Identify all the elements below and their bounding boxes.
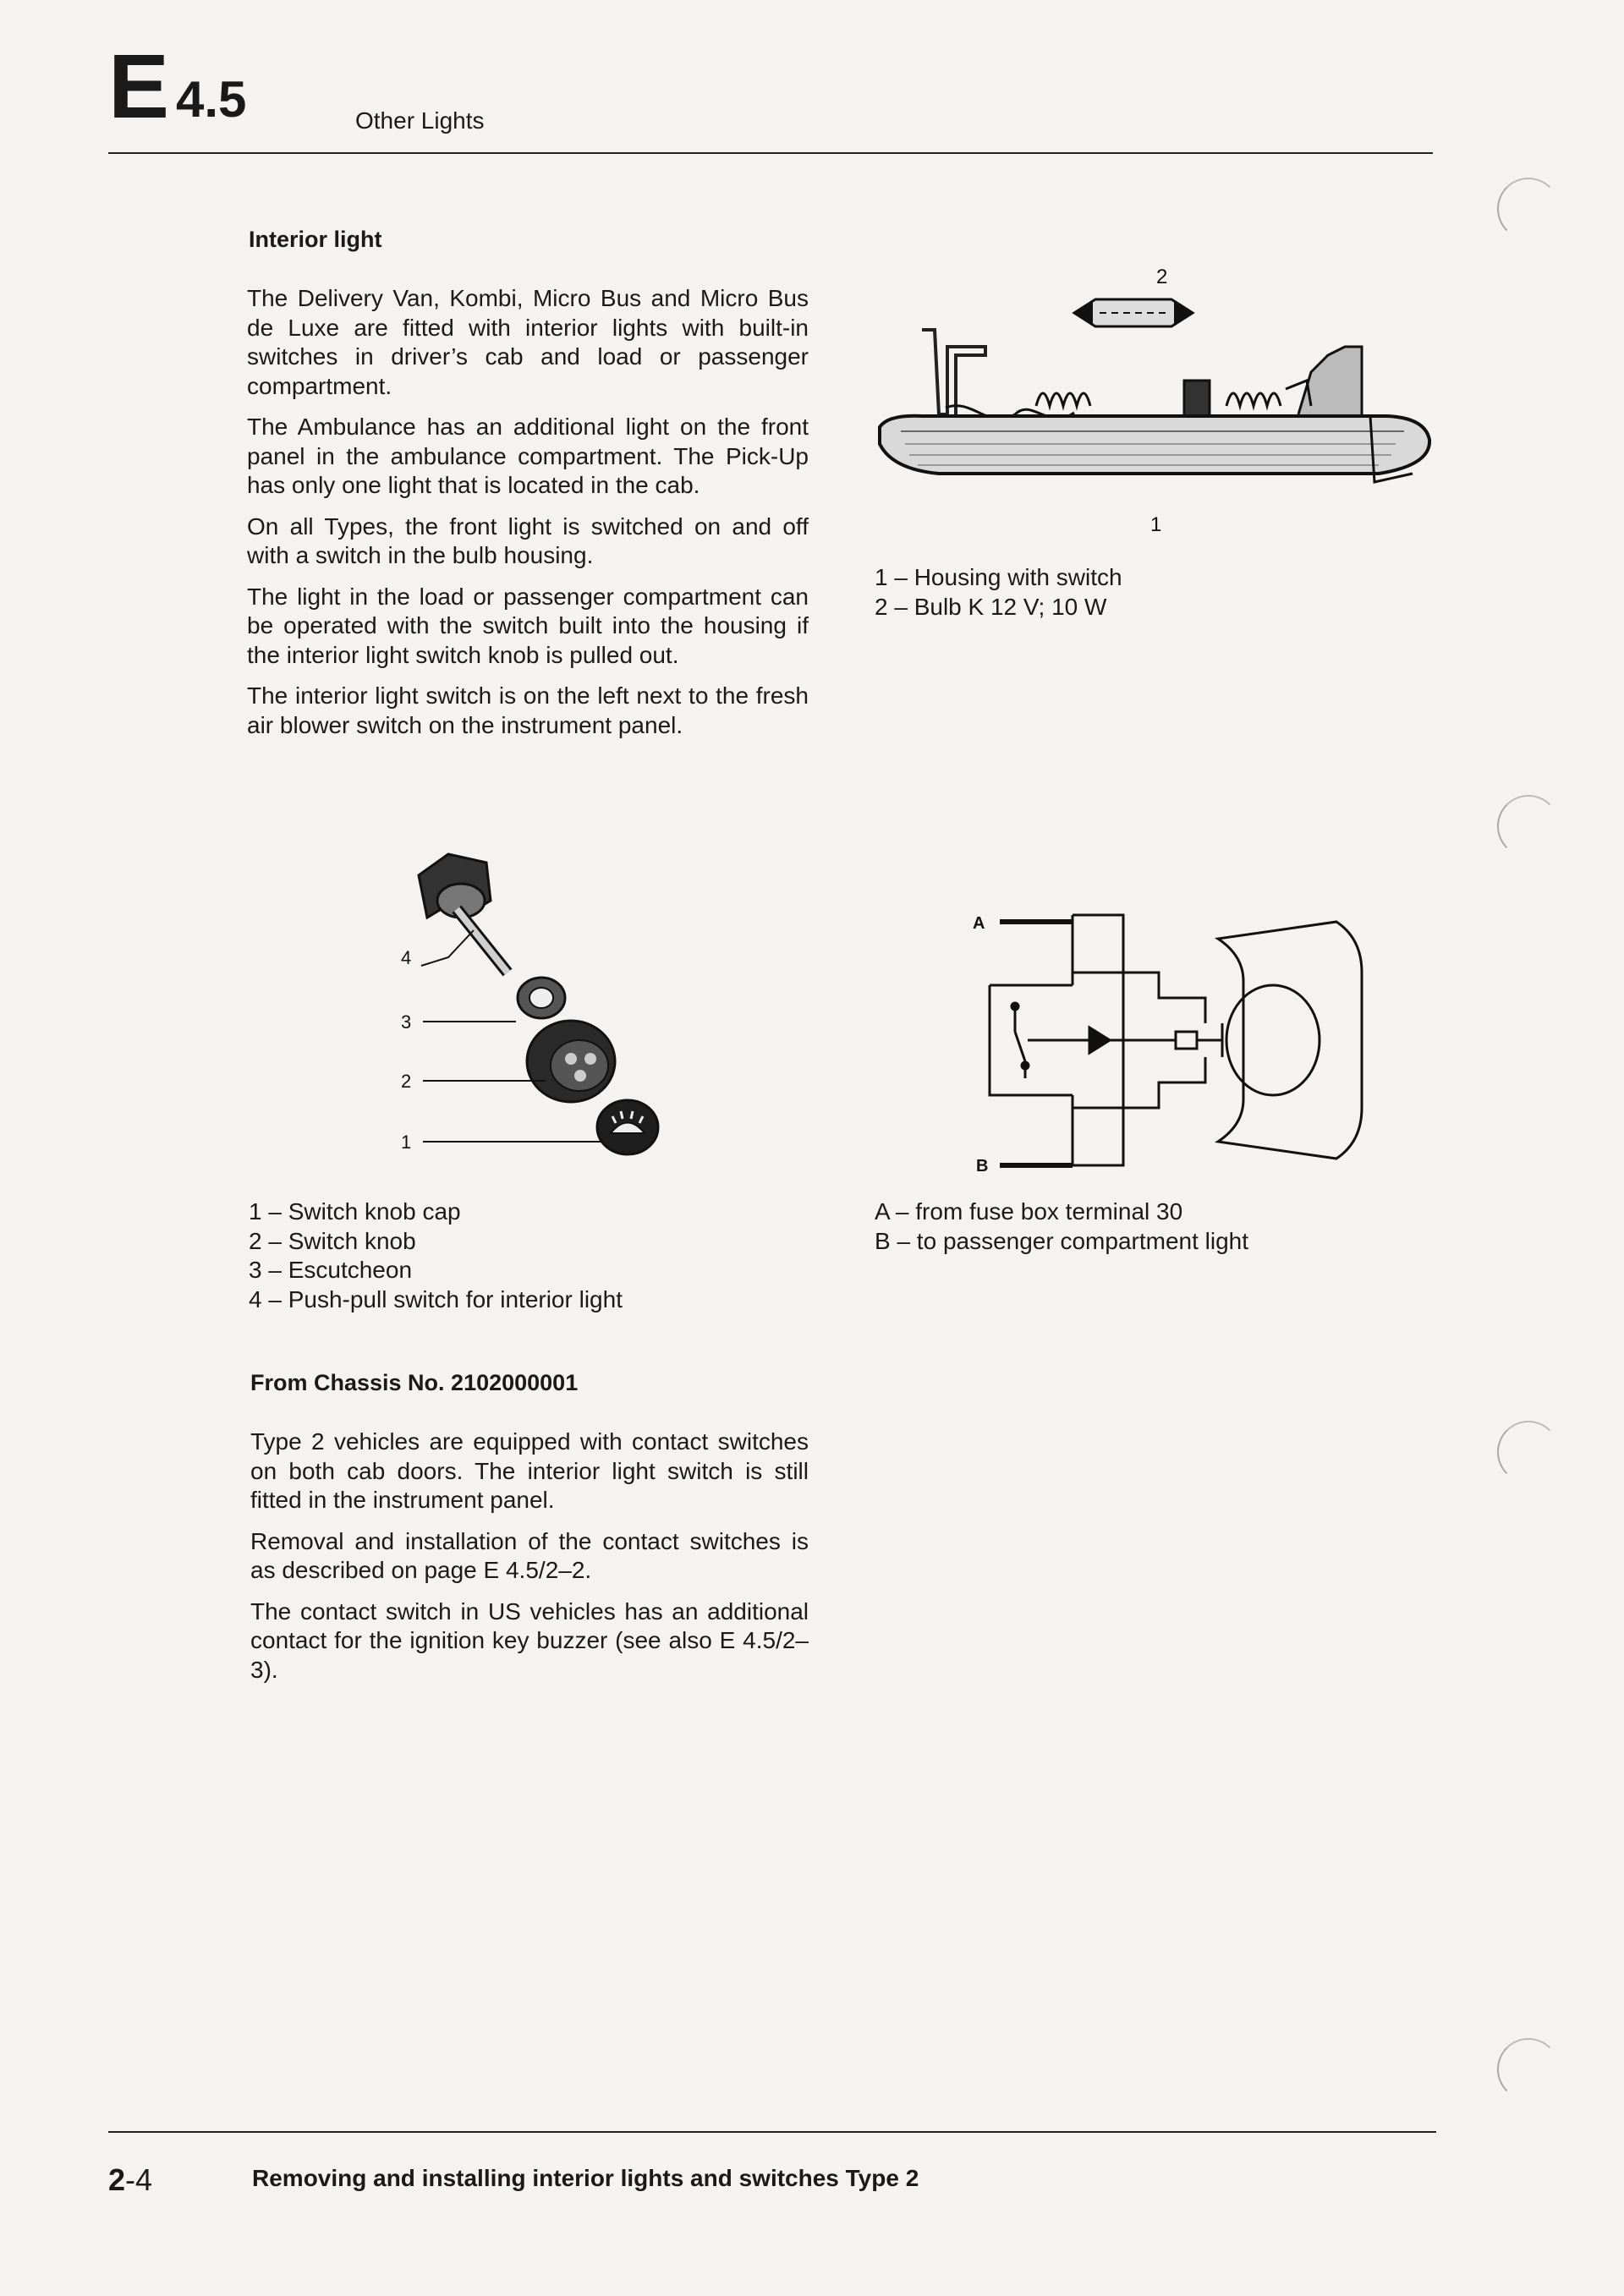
chassis-heading: From Chassis No. 2102000001: [250, 1370, 579, 1395]
bulb-icon: [1074, 299, 1193, 326]
page-minor: 4: [135, 2162, 153, 2197]
paragraph: The interior light switch is on the left next to the fresh air blower switch on the instrument panel.: [247, 682, 809, 738]
caption: 1 – Housing with switch: [875, 564, 1122, 590]
page-separator: -: [125, 2162, 136, 2197]
page-number: [108, 2162, 152, 2198]
paragraph: The Delivery Van, Kombi, Micro Bus and Micro Bus de Luxe are fitted with interior lights with built-in switches in driver’s cab and load or passenger compartment.: [247, 285, 809, 399]
paragraph: On all Types, the front light is switched on and off with a switch in the bulb housing.: [247, 512, 809, 568]
housing-icon: [880, 330, 1429, 482]
switch-knob-icon: [527, 1021, 615, 1102]
caption: 2 – Bulb K 12 V; 10 W: [875, 593, 1107, 620]
section-number: 4.5: [176, 71, 247, 128]
footer-rule: [108, 2131, 1436, 2133]
paragraph: Removal and installation of the contact switches is as described on page E 4.5/2–2.: [250, 1527, 809, 1583]
callout-3: 3: [401, 1011, 412, 1033]
caption: B – to passenger compartment light: [875, 1227, 1249, 1254]
diagram-captions: [875, 1197, 1248, 1256]
punch-hole-mark: [1497, 795, 1560, 858]
paragraph: The Ambulance has an additional light on the front panel in the ambulance compartment. The Pick-Up has only one light that is located in the cab.: [247, 414, 809, 498]
punch-hole-mark: [1497, 1421, 1560, 1483]
interior-light-heading: Interior light: [249, 227, 382, 252]
section-title: Other Lights: [355, 107, 485, 134]
interior-light-body: [247, 284, 809, 752]
caption: 2 – Switch knob: [249, 1227, 416, 1254]
callout-2: 2: [1156, 266, 1168, 288]
wiring-diagram-svg: [964, 905, 1370, 1184]
switch-captions: [249, 1197, 623, 1314]
switch-wiring-diagram: [964, 905, 1370, 1184]
punch-hole-mark: [1497, 2038, 1560, 2101]
caption: 1 – Switch knob cap: [249, 1198, 461, 1225]
punch-hole-mark: [1497, 178, 1560, 240]
knob-cap-icon: [597, 1100, 658, 1154]
escutcheon-icon: [518, 978, 565, 1018]
switch-exploded-illustration: [398, 837, 685, 1175]
paragraph: The light in the load or passenger compartment can be operated with the switch built into the housing if the interior light switch knob is pulled out.: [247, 583, 809, 668]
caption: 4 – Push-pull switch for interior light: [249, 1285, 623, 1312]
terminal-label-b: B: [976, 1157, 989, 1175]
callout-1: 1: [401, 1132, 412, 1153]
terminal-label-a: A: [973, 914, 985, 933]
callout-2: 2: [401, 1071, 412, 1092]
footer-title: Removing and installing interior lights and switches Type 2: [252, 2165, 919, 2191]
callout-1: 1: [1150, 513, 1162, 536]
section-letter: E: [108, 35, 168, 137]
chassis-body: [250, 1427, 809, 1696]
caption: 3 – Escutcheon: [249, 1257, 413, 1283]
callout-4: 4: [401, 947, 412, 968]
housing-captions: [875, 563, 1122, 622]
paragraph: The contact switch in US vehicles has an additional contact for the ignition key buzzer (see also E 4.5/2–3).: [250, 1597, 809, 1683]
light-housing-figure: [871, 262, 1446, 541]
light-housing-illustration: [871, 262, 1446, 541]
header-rule: [108, 152, 1433, 154]
page-major: 2: [108, 2162, 126, 2197]
caption: A – from fuse box terminal 30: [875, 1198, 1183, 1225]
paragraph: Type 2 vehicles are equipped with contact switches on both cab doors. The interior light switch is still fitted in the instrument panel.: [250, 1428, 809, 1513]
switch-exploded-figure: [398, 837, 685, 1175]
push-pull-switch-icon: [419, 854, 508, 973]
